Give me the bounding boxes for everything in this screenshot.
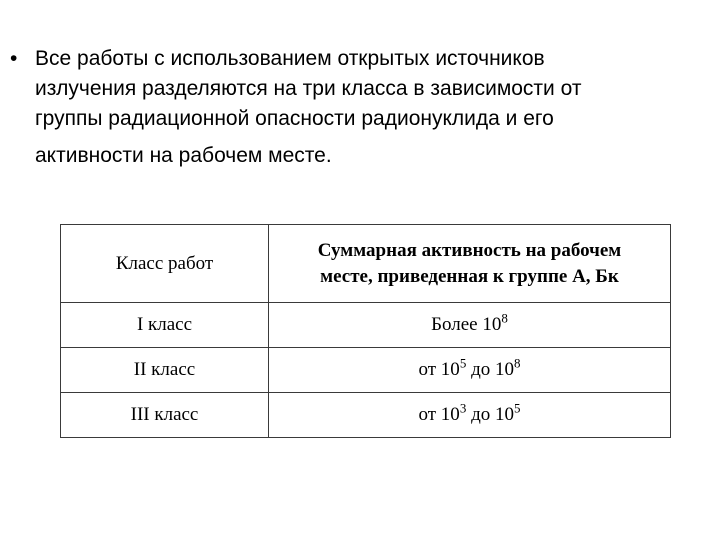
activity-exponent-to: 5: [513, 400, 521, 416]
table-row: [61, 348, 671, 393]
row-class-label: I класс: [136, 314, 193, 335]
row-class-cell: [61, 303, 269, 348]
row-class-label: III класс: [130, 404, 199, 425]
header-work-class: [61, 225, 269, 303]
table-header-row: [61, 225, 671, 303]
activity-exponent-from: 5: [459, 355, 467, 371]
bullet-marker: •: [10, 47, 18, 70]
bullet-line-3: группы радиационной опасности радионуклида и его: [35, 107, 554, 130]
activity-to: до 10: [466, 404, 514, 425]
row-activity-cell: [269, 393, 671, 438]
header-work-class-label: Класс работ: [115, 252, 214, 274]
bullet-paragraph: [10, 44, 670, 171]
bullet-text: [35, 44, 670, 171]
row-class-cell: [61, 393, 269, 438]
row-class-cell: [61, 348, 269, 393]
row-activity-cell: [269, 303, 671, 348]
activity-prefix: от 10: [418, 404, 460, 425]
activity-exponent-to: 8: [513, 355, 521, 371]
work-classes-table: [60, 224, 671, 438]
table-row: [61, 303, 671, 348]
row-activity-cell: [269, 348, 671, 393]
activity-prefix: Более 10: [431, 314, 502, 335]
bullet-line-2: излучения разделяются на три класса в зависимости от: [35, 77, 582, 100]
activity-prefix: от 10: [418, 359, 460, 380]
activity-exponent: 8: [501, 310, 508, 326]
activity-to: до 10: [466, 359, 514, 380]
header-total-activity-line2: месте, приведенная к группе А, Бк: [320, 265, 619, 287]
header-total-activity: [269, 225, 671, 303]
header-total-activity-line1: Суммарная активность на рабочем: [317, 239, 622, 261]
table-row: [61, 393, 671, 438]
activity-exponent-from: 3: [459, 400, 467, 416]
bullet-line-1: Все работы с использованием открытых источников: [35, 47, 545, 70]
bullet-line-4: активности на рабочем месте.: [35, 144, 332, 167]
row-class-label: II класс: [133, 359, 196, 380]
